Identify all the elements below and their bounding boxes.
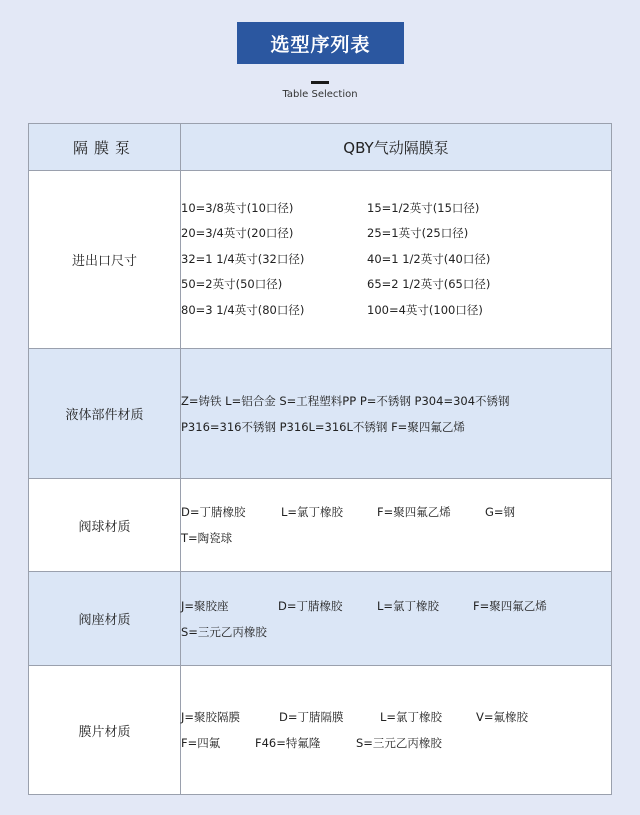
option-line: Z=铸铁 L=铝合金 S=工程塑料PP P=不锈钢 P304=304不锈钢 [181,393,510,408]
option-item: T=陶瓷球 [181,531,233,545]
option-item: 65=2 1/2英寸(65口径) [367,277,491,292]
selection-table [28,123,612,795]
option-item: G=钢 [485,505,516,519]
option-item: L=氯丁橡胶 [281,505,344,519]
option-item: L=氯丁橡胶 [380,710,443,724]
option-item: J=聚胶座 [181,598,229,613]
row-label-wetted-material: 液体部件材质 [29,349,181,479]
option-item: 20=3/4英寸(20口径) [181,226,294,241]
option-item: F=聚四氟乙烯 [377,505,451,519]
option-item: J=聚胶隔膜 [181,710,241,724]
row-label-valve-ball: 阀球材质 [29,479,181,572]
option-item: F=四氟 [181,736,221,750]
option-item: 10=3/8英寸(10口径) [181,200,294,215]
row-label-diaphragm: 膜片材质 [29,666,181,795]
table-row [29,349,612,479]
table-header-pump: 隔膜泵 [29,124,181,171]
table-row [29,171,612,349]
wetted-material-options [181,349,612,479]
option-item: 40=1 1/2英寸(40口径) [367,251,491,266]
port-size-options [181,171,612,349]
row-label-valve-seat: 阀座材质 [29,572,181,666]
option-item: 32=1 1/4英寸(32口径) [181,251,305,266]
option-item: L=氯丁橡胶 [377,598,440,613]
diaphragm-options [181,666,612,795]
option-item: S=三元乙丙橡胶 [181,624,267,639]
title-divider [311,81,329,84]
option-item: F=聚四氟乙烯 [473,598,547,613]
table-header-row [29,124,612,171]
table-row [29,666,612,795]
page-title: 选型序列表 [237,22,404,64]
option-item: S=三元乙丙橡胶 [356,736,442,750]
page-subtitle: Table Selection [282,89,358,100]
option-item: 100=4英寸(100口径) [367,302,483,317]
option-item: D=丁腈橡胶 [181,505,246,519]
row-label-port-size: 进出口尺寸 [29,171,181,349]
option-item: F46=特氟隆 [255,736,321,750]
table-row [29,572,612,666]
option-item: V=氟橡胶 [476,710,529,724]
valve-ball-options [181,479,612,572]
option-line: P316=316不锈钢 P316L=316L不锈钢 F=聚四氟乙烯 [181,419,465,434]
table-header-model: QBY气动隔膜泵 [181,124,612,171]
option-item: 25=1英寸(25口径) [367,226,469,241]
option-item: D=丁腈橡胶 [278,598,343,613]
option-item: 80=3 1/4英寸(80口径) [181,302,305,317]
option-item: 15=1/2英寸(15口径) [367,200,480,215]
valve-seat-options [181,572,612,666]
option-item: 50=2英寸(50口径) [181,277,283,292]
option-item: D=丁腈隔膜 [279,710,344,724]
table-row [29,479,612,572]
